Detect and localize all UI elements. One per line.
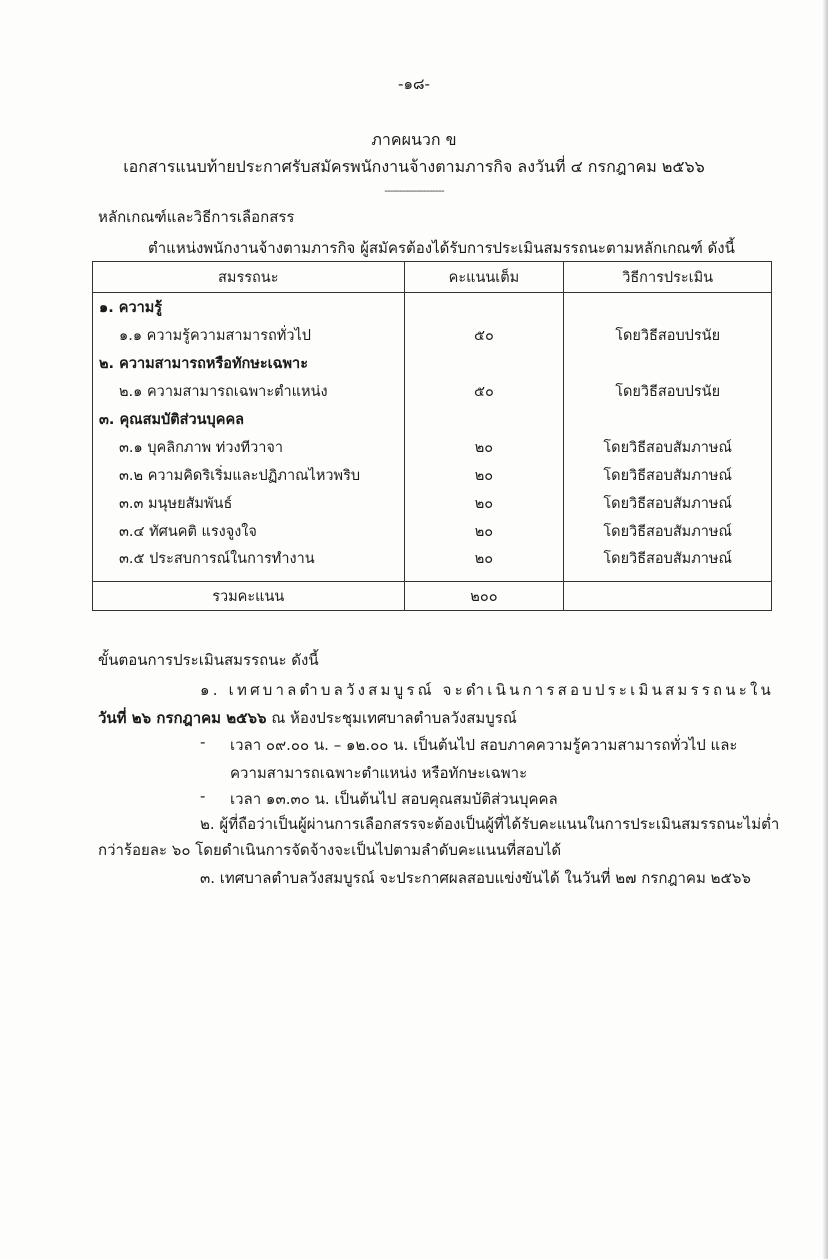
appendix-title: ภาคผนวก ข bbox=[371, 130, 457, 149]
competency-name: ๓.๓ มนุษยสัมพันธ์ bbox=[93, 489, 405, 517]
table-row bbox=[93, 517, 772, 545]
header-full-score: คะแนนเต็ม bbox=[404, 262, 564, 293]
evaluation-method: โดยวิธีสอบปรนัย bbox=[564, 321, 772, 349]
morning-session-continued: ความสามารถเฉพาะตำแหน่ง หรือทักษะเฉพาะ bbox=[230, 764, 528, 782]
exam-place: ณ ห้องประชุมเทศบาลตำบลวังสมบูรณ์ bbox=[266, 709, 517, 727]
full-score bbox=[404, 293, 564, 322]
full-score: ๒๐ bbox=[404, 433, 564, 461]
evaluation-method: โดยวิธีสอบสัมภาษณ์ bbox=[564, 489, 772, 517]
evaluation-method: โดยวิธีสอบสัมภาษณ์ bbox=[564, 461, 772, 489]
table-row bbox=[93, 293, 772, 322]
table-row bbox=[93, 489, 772, 517]
table-row bbox=[93, 461, 772, 489]
procedure-item-1-continued bbox=[98, 706, 517, 730]
evaluation-method: โดยวิธีสอบสัมภาษณ์ bbox=[564, 545, 772, 582]
table-row bbox=[93, 349, 772, 377]
separator-line: -------------------- bbox=[384, 184, 444, 197]
evaluation-method bbox=[564, 293, 772, 322]
competency-name: ๒.๑ ความสามารถเฉพาะตำแหน่ง bbox=[93, 377, 405, 405]
full-score: ๕๐ bbox=[404, 377, 564, 405]
procedure-item-1: ๑. เทศบาลตำบลวังสมบูรณ์ จะดำเนินการสอบประเมินสมรรถนะใน bbox=[200, 681, 774, 699]
procedure-item-3: ๓. เทศบาลตำบลวังสมบูรณ์ จะประกาศผลสอบแข่งขันได้ ในวันที่ ๒๗ กรกฎาคม ๒๕๖๖ bbox=[200, 869, 751, 887]
total-method bbox=[564, 582, 772, 611]
exam-date: วันที่ ๒๖ กรกฎาคม ๒๕๖๖ bbox=[98, 709, 267, 727]
total-label: รวมคะแนน bbox=[93, 582, 405, 611]
full-score: ๒๐ bbox=[404, 517, 564, 545]
evaluation-method: โดยวิธีสอบสัมภาษณ์ bbox=[564, 433, 772, 461]
table-header-row bbox=[93, 262, 772, 293]
afternoon-session: เวลา ๑๓.๓๐ น. เป็นต้นไป สอบคุณสมบัติส่วนบุคคล bbox=[230, 790, 558, 808]
evaluation-method: โดยวิธีสอบสัมภาษณ์ bbox=[564, 517, 772, 545]
table-row bbox=[93, 545, 772, 582]
header-method: วิธีการประเมิน bbox=[564, 262, 772, 293]
competency-name: ๓.๔ ทัศนคติ แรงจูงใจ bbox=[93, 517, 405, 545]
criteria-heading: หลักเกณฑ์และวิธีการเลือกสรร bbox=[98, 208, 295, 226]
competency-table bbox=[92, 261, 772, 611]
procedure-item-2: ๒. ผู้ที่ถือว่าเป็นผู้ผ่านการเลือกสรรจะต้องเป็นผู้ที่ได้รับคะแนนในการประเมินสมรรถนะไม่ต่ำ bbox=[200, 815, 780, 833]
procedure-heading: ขั้นตอนการประเมินสมรรถนะ ดังนี้ bbox=[98, 651, 319, 669]
page-number: -๑๘- bbox=[398, 75, 430, 93]
table-row bbox=[93, 433, 772, 461]
document-subtitle: เอกสารแนบท้ายประกาศรับสมัครพนักงานจ้างตามภารกิจ ลงวันที่ ๔ กรกฎาคม ๒๕๖๖ bbox=[123, 157, 705, 176]
total-score: ๒๐๐ bbox=[404, 582, 564, 611]
full-score bbox=[404, 349, 564, 377]
bullet-dash: - bbox=[200, 733, 206, 751]
evaluation-method: โดยวิธีสอบปรนัย bbox=[564, 377, 772, 405]
competency-name: ๓.๑ บุคลิกภาพ ท่วงทีวาจา bbox=[93, 433, 405, 461]
procedure-item-2-continued: กว่าร้อยละ ๖๐ โดยดำเนินการจัดจ้างจะเป็นไปตามลำดับคะแนนที่สอบได้ bbox=[98, 841, 562, 859]
table-row bbox=[93, 405, 772, 433]
competency-name: ๑.๑ ความรู้ความสามารถทั่วไป bbox=[93, 321, 405, 349]
bullet-dash: - bbox=[200, 787, 206, 805]
competency-name: ๓.๕ ประสบการณ์ในการทำงาน bbox=[93, 545, 405, 582]
full-score: ๒๐ bbox=[404, 545, 564, 582]
header-competency: สมรรถนะ bbox=[93, 262, 405, 293]
full-score: ๒๐ bbox=[404, 461, 564, 489]
competency-name: ๑. ความรู้ bbox=[93, 293, 405, 322]
table-row bbox=[93, 377, 772, 405]
evaluation-method bbox=[564, 405, 772, 433]
morning-session: เวลา ๐๙.๐๐ น. – ๑๒.๐๐ น. เป็นต้นไป สอบภาคความรู้ความสามารถทั่วไป และ bbox=[230, 736, 738, 754]
competency-name: ๓.๒ ความคิดริเริ่มและปฏิภาณไหวพริบ bbox=[93, 461, 405, 489]
full-score: ๕๐ bbox=[404, 321, 564, 349]
full-score bbox=[404, 405, 564, 433]
full-score: ๒๐ bbox=[404, 489, 564, 517]
table-total-row bbox=[93, 582, 772, 611]
competency-name: ๒. ความสามารถหรือทักษะเฉพาะ bbox=[93, 349, 405, 377]
table-row bbox=[93, 321, 772, 349]
competency-name: ๓. คุณสมบัติส่วนบุคคล bbox=[93, 405, 405, 433]
evaluation-method bbox=[564, 349, 772, 377]
criteria-intro: ตำแหน่งพนักงานจ้างตามภารกิจ ผู้สมัครต้องได้รับการประเมินสมรรถนะตามหลักเกณฑ์ ดังนี้ bbox=[148, 239, 735, 257]
